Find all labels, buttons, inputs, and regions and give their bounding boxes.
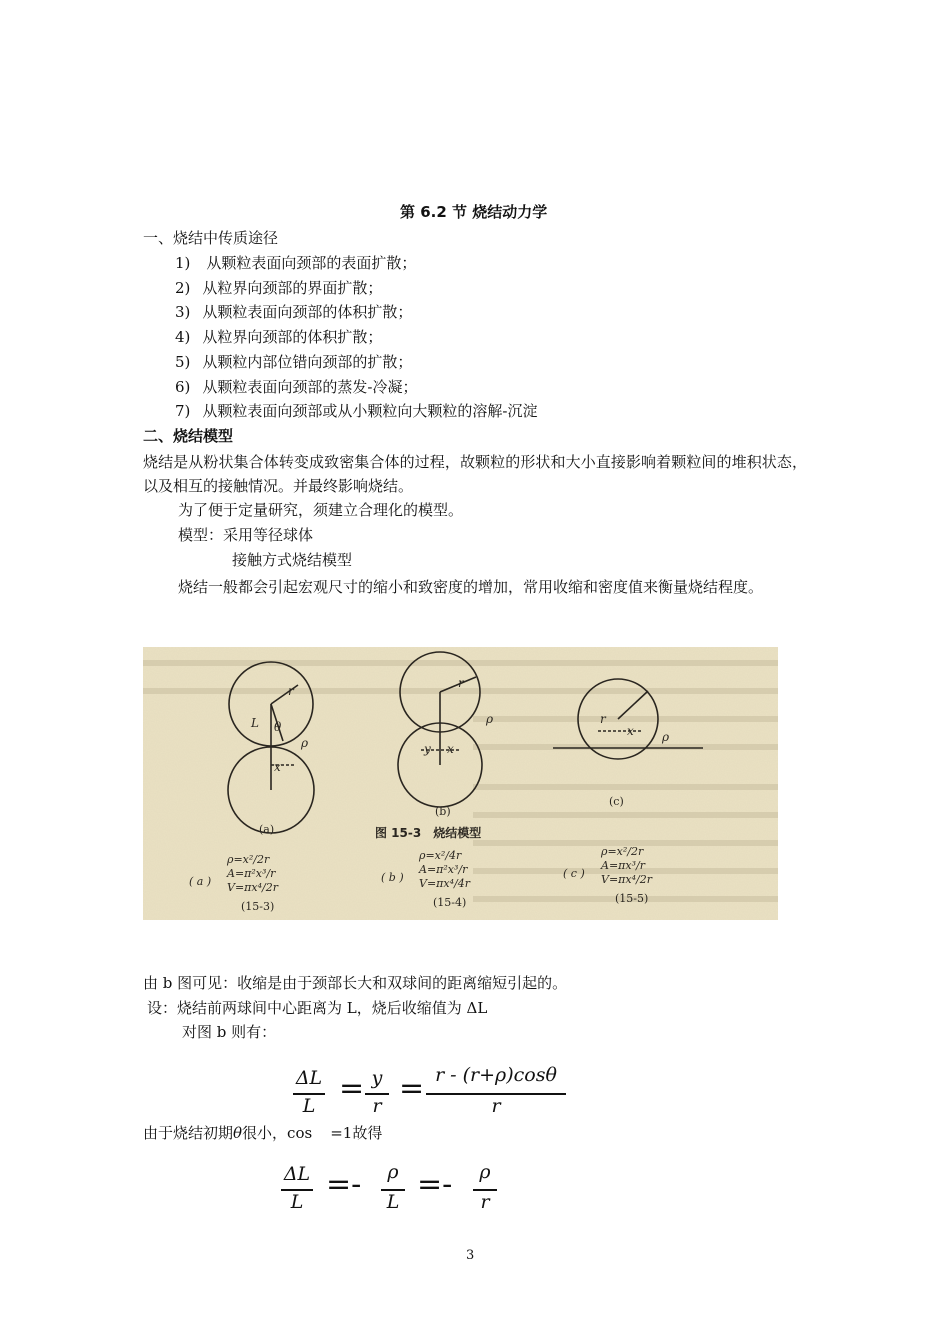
section2-heading: 二、烧结模型 <box>143 427 234 445</box>
label-rho-a: ρ <box>301 736 309 750</box>
formula-c-1: ρ=x²/2r <box>601 845 644 858</box>
list-item <box>175 401 537 421</box>
formula-c-label: ( c ) <box>563 867 585 880</box>
eq1-equals-2: = <box>399 1071 425 1106</box>
eq2-lhs-numerator: ΔL <box>283 1163 311 1185</box>
formula-a-3: V=πx⁴/2r <box>227 881 278 894</box>
label-r-a: r <box>288 684 294 698</box>
eq2-mid-numerator: ρ <box>387 1161 399 1183</box>
eq2-equals-minus-1: =- <box>326 1167 362 1202</box>
model-line: 模型：采用等径球体 <box>178 526 314 544</box>
eq2-rhs-numerator: ρ <box>479 1161 491 1183</box>
figure-caption: 图 15-3 烧结模型 <box>375 826 482 840</box>
text-run: 故得 <box>352 1124 383 1142</box>
list-item-number: 1) <box>175 254 191 272</box>
list-item-text: 从粒界向颈部的界面扩散； <box>202 279 383 297</box>
sub-caption-a: (a) <box>259 823 275 836</box>
list-item <box>175 377 417 397</box>
text-run: 很小，cos <box>242 1124 313 1142</box>
eq1-mid-numerator: y <box>371 1067 383 1089</box>
sub-caption-c: (c) <box>609 795 624 808</box>
eq1-lhs-denominator: L <box>302 1095 316 1117</box>
label-y-b: y <box>424 742 431 756</box>
text-run: 由于烧结初期 <box>143 1124 234 1142</box>
formula-c-3: V=πx⁴/2r <box>601 873 652 886</box>
list-item-text: 从颗粒表面向颈部的蒸发-冷凝； <box>202 378 418 396</box>
list-item <box>175 327 382 347</box>
label-theta: θ <box>274 720 282 734</box>
list-item-number: 4) <box>175 328 191 346</box>
page-number: 3 <box>466 1248 475 1263</box>
eq1-rhs-denominator: r <box>491 1095 501 1117</box>
sub-caption-b: (b) <box>435 805 451 818</box>
list-item-number: 3) <box>175 303 191 321</box>
paragraph: 对图 b 则有： <box>182 1023 277 1041</box>
eq1-mid-denominator: r <box>372 1095 382 1117</box>
label-r-b: r <box>458 676 464 690</box>
list-item-number: 2) <box>175 279 191 297</box>
text-run: =1 <box>330 1124 353 1142</box>
list-item-number: 5) <box>175 353 191 371</box>
list-item <box>175 302 412 322</box>
list-item <box>175 278 382 298</box>
list-item-text: 从颗粒内部位错向颈部的扩散； <box>202 353 413 371</box>
label-r-c: r <box>600 712 606 726</box>
label-x-b: x <box>447 742 454 756</box>
model-line-2: 接触方式烧结模型 <box>232 551 353 569</box>
list-item <box>175 253 416 273</box>
list-item-number: 7) <box>175 402 191 420</box>
theta-symbol: θ <box>233 1124 243 1142</box>
eq1-equals-1: = <box>339 1071 365 1106</box>
formula-b-2: A=π²x³/r <box>419 863 468 876</box>
formula-a-1: ρ=x²/2r <box>227 853 270 866</box>
list-item-text: 从颗粒表面向颈部的体积扩散； <box>202 303 413 321</box>
label-L: L <box>251 716 259 730</box>
paragraph: 烧结一般都会引起宏观尺寸的缩小和致密度的增加，常用收缩和密度值来衡量烧结程度。 <box>178 578 764 596</box>
label-rho-b: ρ <box>486 712 494 726</box>
formula-b-label: ( b ) <box>381 871 404 884</box>
list-item-text: 从颗粒表面向颈部或从小颗粒向大颗粒的溶解-沉淀 <box>202 402 538 420</box>
paragraph: 烧结是从粉状集合体转变成致密集合体的过程，故颗粒的形状和大小直接影响着颗粒间的堆积状态，以及相互的接触情况。并最终影响烧结。 <box>143 453 807 495</box>
list-item-text: 从粒界向颈部的体积扩散； <box>202 328 383 346</box>
paragraph: 由 b 图可见：收缩是由于颈部长大和双球间的距离缩短引起的。 <box>143 974 568 992</box>
page-title: 第 6.2 节 烧结动力学 <box>400 203 548 221</box>
formula-c-num: (15-5) <box>615 892 649 905</box>
eq2-equals-minus-2: =- <box>417 1167 453 1202</box>
label-x-c: x <box>627 724 634 738</box>
formula-a-num: (15-3) <box>241 900 275 913</box>
sintering-model-figure <box>143 647 778 920</box>
eq1-rhs-numerator: r - (r+ρ)cosθ <box>435 1064 557 1086</box>
formula-a-2: A=π²x³/r <box>227 867 276 880</box>
formula-b-num: (15-4) <box>433 896 467 909</box>
formula-c-2: A=πx³/r <box>601 859 645 872</box>
paragraph: 为了便于定量研究，须建立合理化的模型。 <box>178 501 464 519</box>
eq2-rhs-denominator: r <box>480 1191 490 1213</box>
list-item-text: 从颗粒表面向颈部的表面扩散； <box>206 254 417 272</box>
paragraph <box>143 1123 382 1143</box>
eq2-lhs-denominator: L <box>290 1191 304 1213</box>
eq2-mid-denominator: L <box>386 1191 400 1213</box>
label-x-a: x <box>274 760 281 774</box>
sintering-model-diagram <box>143 647 778 920</box>
formula-a-label: ( a ) <box>189 875 212 888</box>
eq1-lhs-numerator: ΔL <box>295 1067 323 1089</box>
section1-heading: 一、烧结中传质途径 <box>143 229 279 247</box>
list-item <box>175 352 412 372</box>
formula-b-3: V=πx⁴/4r <box>419 877 470 890</box>
formula-b-1: ρ=x²/4r <box>419 849 462 862</box>
list-item-number: 6) <box>175 378 191 396</box>
label-rho-c: ρ <box>662 730 670 744</box>
paragraph: 设：烧结前两球间中心距离为 L，烧后收缩值为 ΔL <box>147 999 488 1017</box>
